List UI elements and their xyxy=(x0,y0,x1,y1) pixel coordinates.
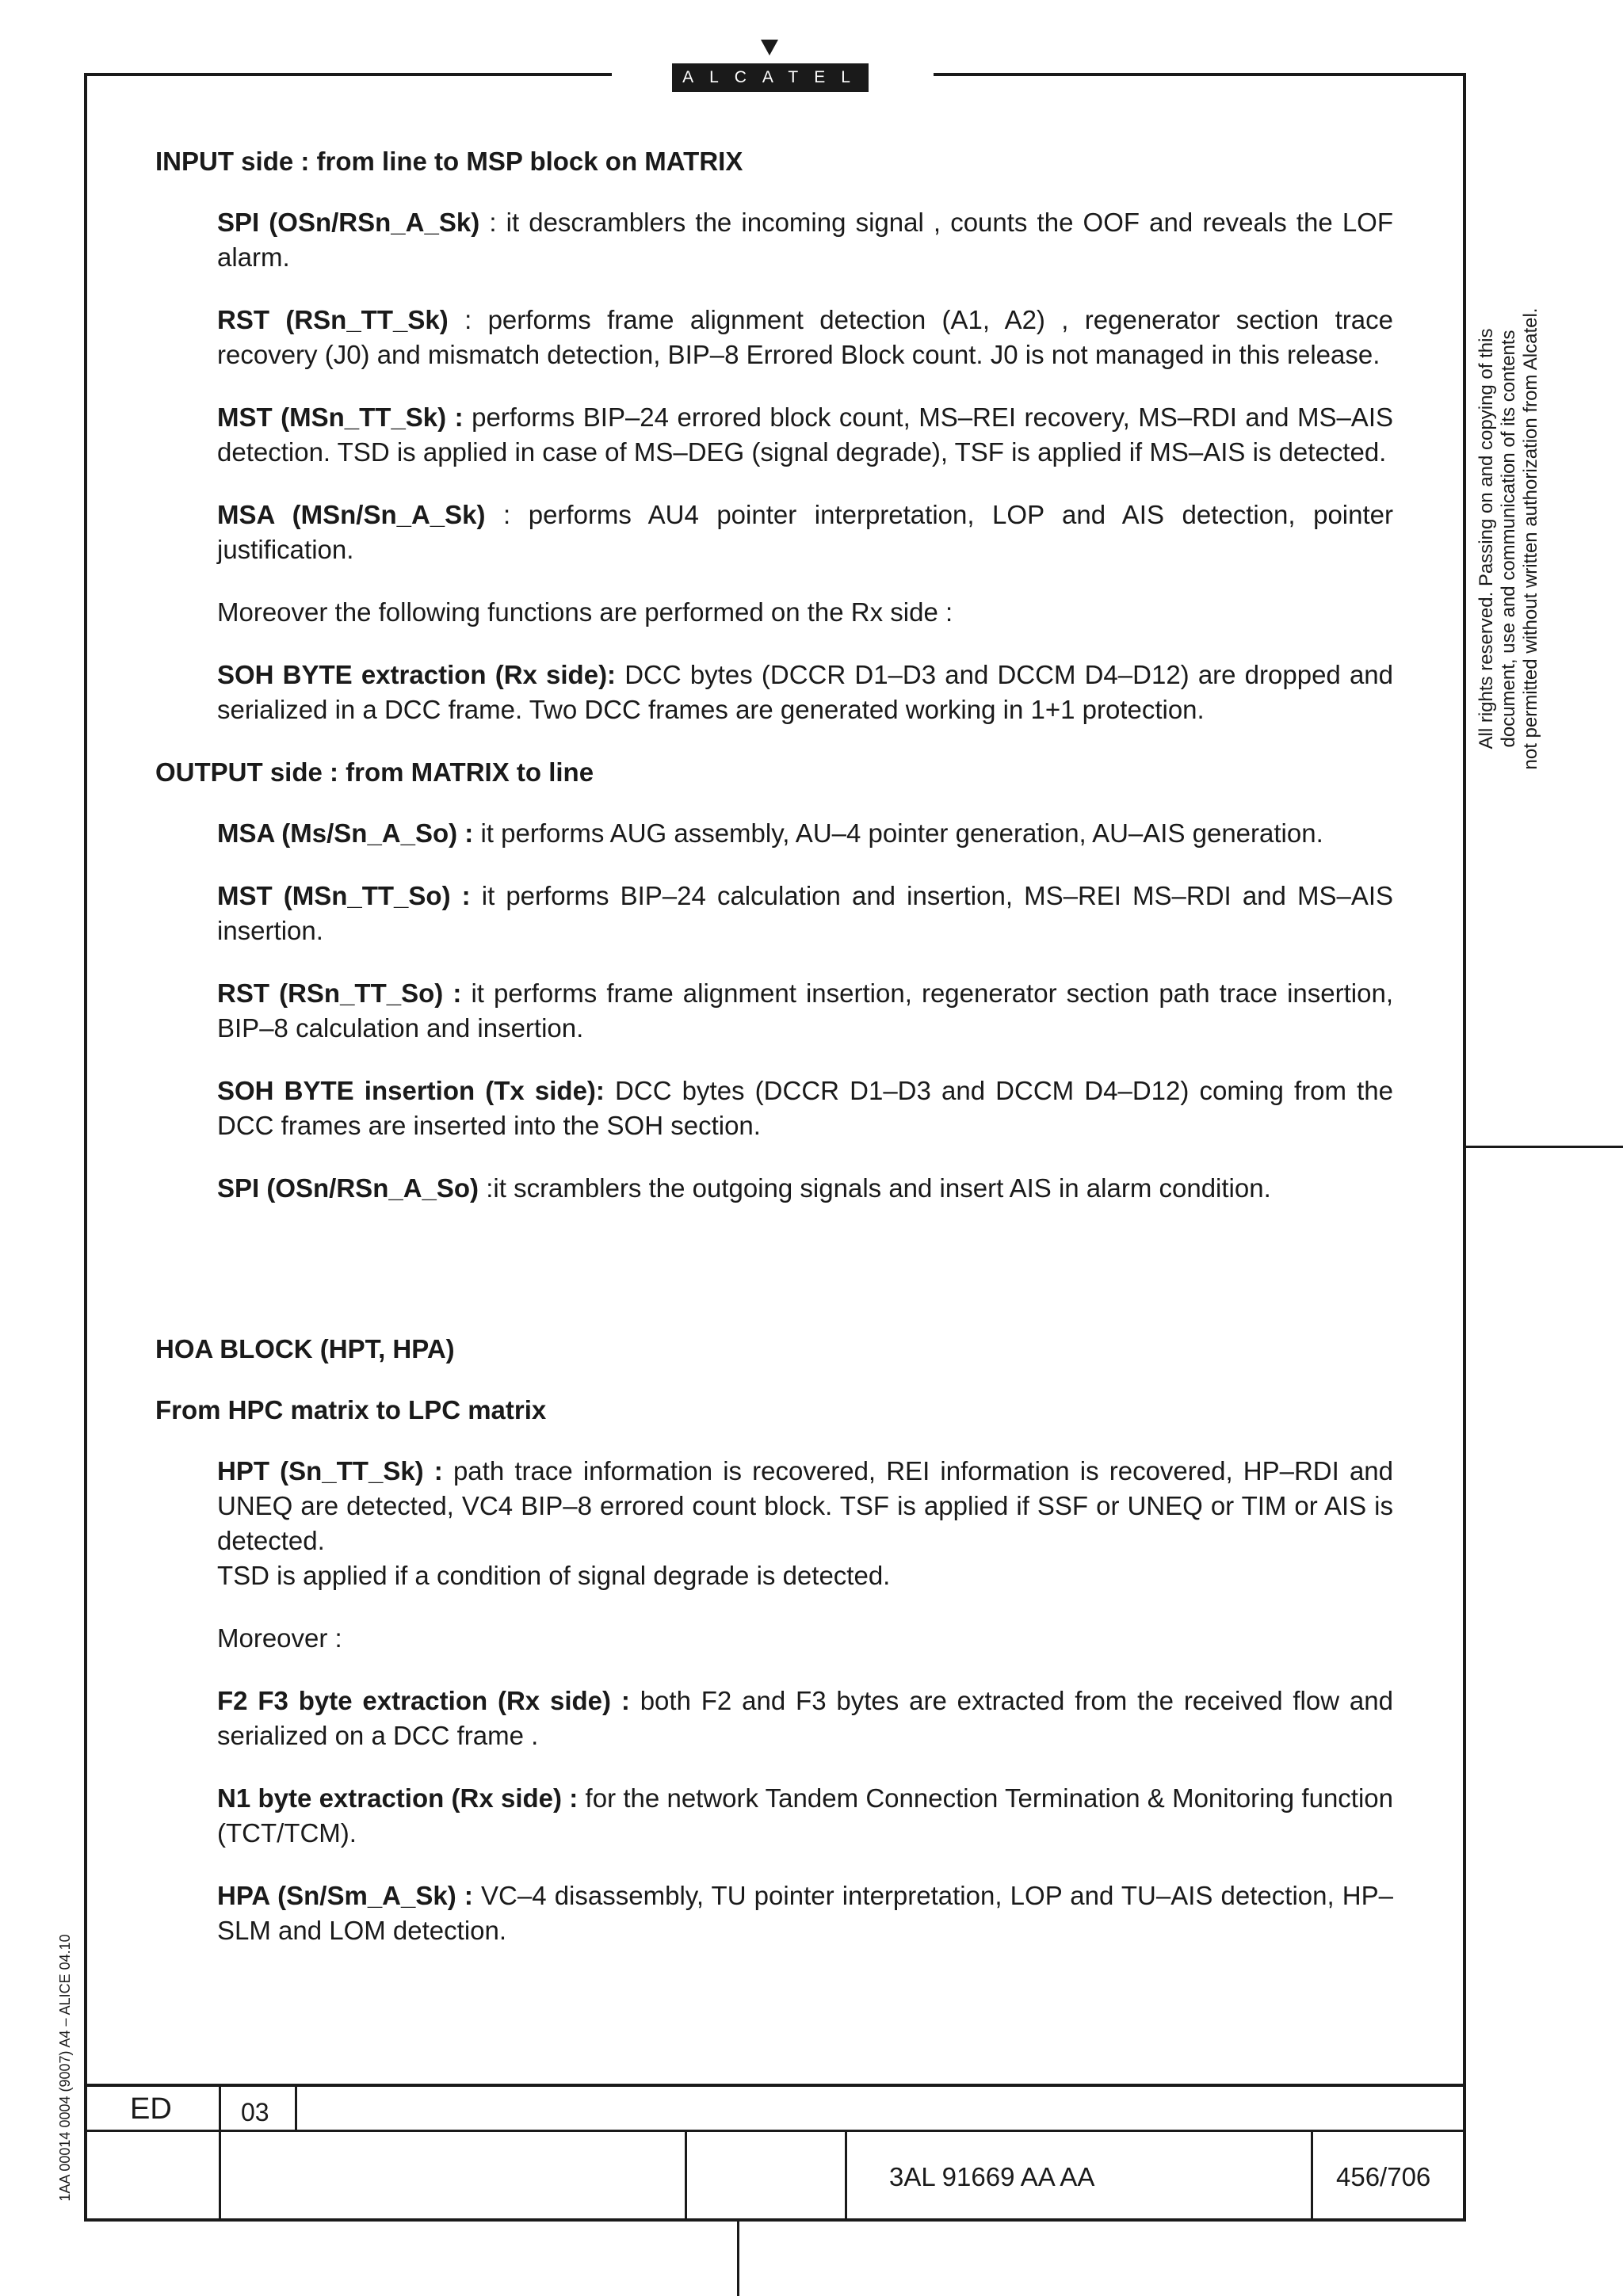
paragraph xyxy=(217,303,1393,372)
input-items xyxy=(155,205,1393,727)
term: SOH BYTE insertion (Tx side): xyxy=(217,1076,605,1105)
title-block-divider-2 xyxy=(295,2084,297,2131)
term: SOH BYTE extraction (Rx side): xyxy=(217,660,617,689)
term: F2 F3 byte extraction (Rx side) : xyxy=(217,1686,630,1715)
paragraph xyxy=(217,1074,1393,1143)
description: : performs frame alignment detection (A1, A2) , regenerator section trace recovery (J0) and mismatch detection, BIP–8 Errored Block count. J0 is not managed in this release. xyxy=(217,305,1393,369)
hoa-items xyxy=(155,1621,1393,1948)
paragraph xyxy=(217,498,1393,567)
term: RST (RSn_TT_So) : xyxy=(217,978,462,1008)
title-block-divider-3 xyxy=(685,2131,687,2220)
title-block-divider-4 xyxy=(845,2131,847,2220)
description: it performs frame alignment insertion, regenerator section path trace insertion, BIP–8 calculation and insertion. xyxy=(217,978,1393,1043)
section-subheading-hoa: From HPC matrix to LPC matrix xyxy=(155,1395,547,1425)
term: HPA (Sn/Sm_A_Sk) : xyxy=(217,1881,473,1910)
spacer xyxy=(155,1234,1393,1332)
paragraph xyxy=(217,879,1393,948)
document-number: 3AL 91669 AA AA xyxy=(889,2162,1095,2191)
ed-value: 03 xyxy=(241,2098,269,2126)
description: it performs AUG assembly, AU–4 pointer generation, AU–AIS generation. xyxy=(473,818,1323,848)
paragraph xyxy=(217,1781,1393,1851)
paragraph xyxy=(217,1878,1393,1948)
bottom-stem-line xyxy=(737,2222,739,2296)
ed-label: ED xyxy=(130,2092,172,2126)
description: :it scramblers the outgoing signals and insert AIS in alarm condition. xyxy=(479,1173,1271,1203)
term: SPI (OSn/RSn_A_So) xyxy=(217,1173,479,1203)
title-block-divider-1 xyxy=(219,2084,221,2220)
paragraph-hpt xyxy=(217,1454,1393,1593)
term-hpt: HPT (Sn_TT_Sk) : xyxy=(217,1456,443,1486)
text-hpt-line2: TSD is applied if a condition of signal degrade is detected. xyxy=(217,1561,891,1590)
frame-bottom-border xyxy=(84,2218,1466,2222)
description: performs BIP–24 errored block count, MS–REI recovery, MS–RDI and MS–AIS detection. TSD is applied in case of MS–DEG (signal degrade), TSF is applied if MS–AIS is detected. xyxy=(217,402,1393,467)
logo-text: ALCATEL xyxy=(672,63,869,92)
section-heading-input: INPUT side : from line to MSP block on MATRIX xyxy=(155,147,743,176)
paragraph xyxy=(217,658,1393,727)
title-block-mid-line xyxy=(84,2130,1466,2132)
paragraph xyxy=(217,1621,1393,1656)
margin-tick-mark xyxy=(1463,1146,1623,1148)
alcatel-logo xyxy=(672,40,869,93)
term: MSA (MSn/Sn_A_Sk) xyxy=(217,500,486,529)
paragraph xyxy=(217,816,1393,851)
description: Moreover the following functions are performed on the Rx side : xyxy=(217,597,953,627)
title-block-divider-5 xyxy=(1311,2131,1313,2220)
paragraph xyxy=(217,595,1393,630)
term: MSA (Ms/Sn_A_So) : xyxy=(217,818,474,848)
description: both F2 and F3 bytes are extracted from the received flow and serialized on a DCC frame . xyxy=(217,1686,1393,1750)
term: MST (MSn_TT_Sk) : xyxy=(217,402,464,432)
copyright-line-3: not permitted without written authorization from Alcatel. xyxy=(1520,307,1541,770)
description: : performs AU4 pointer interpretation, LOP and AIS detection, pointer justification. xyxy=(217,500,1394,564)
section-heading-output: OUTPUT side : from MATRIX to line xyxy=(155,757,594,787)
term: RST (RSn_TT_Sk) xyxy=(217,305,449,334)
description: : it descramblers the incoming signal , counts the OOF and reveals the LOF alarm. xyxy=(217,208,1393,272)
frame-left-border xyxy=(84,73,87,2222)
form-code xyxy=(55,1917,87,2218)
paragraph xyxy=(217,1684,1393,1753)
document-body xyxy=(155,144,1393,1976)
frame-top-left-border xyxy=(84,73,612,76)
paragraph xyxy=(217,1171,1393,1206)
description: VC–4 disassembly, TU pointer interpretation, LOP and TU–AIS detection, HP–SLM and LOM detection. xyxy=(217,1881,1393,1945)
description: DCC bytes (DCCR D1–D3 and DCCM D4–D12) are dropped and serialized in a DCC frame. Two DCC frames are generated working in 1+1 protection. xyxy=(217,660,1394,724)
output-items xyxy=(155,816,1393,1206)
description: Moreover : xyxy=(217,1623,342,1653)
term: MST (MSn_TT_So) : xyxy=(217,881,471,910)
section-heading-hoa: HOA BLOCK (HPT, HPA) xyxy=(155,1334,455,1363)
copyright-line-1: All rights reserved. Passing on and copying of this xyxy=(1476,328,1497,749)
copyright-line-2: document, use and communication of its contents xyxy=(1498,330,1519,748)
description: it performs BIP–24 calculation and insertion, MS–REI MS–RDI and MS–AIS insertion. xyxy=(217,881,1394,945)
term: N1 byte extraction (Rx side) : xyxy=(217,1783,579,1813)
logo-triangle-icon xyxy=(761,40,778,55)
page-number: 456/706 xyxy=(1336,2162,1431,2191)
text-hpt: path trace information is recovered, REI information is recovered, HP–RDI and UNEQ are detected, VC4 BIP–8 errored count block. TSF is applied if SSF or UNEQ or TIM or AIS is detected. xyxy=(217,1456,1394,1555)
paragraph xyxy=(217,976,1393,1046)
frame-top-right-border xyxy=(934,73,1466,76)
description: DCC bytes (DCCR D1–D3 and DCCM D4–D12) coming from the DCC frames are inserted into the SOH section. xyxy=(217,1076,1394,1140)
copyright-notice xyxy=(1476,269,1547,808)
term: SPI (OSn/RSn_A_Sk) xyxy=(217,208,480,237)
description: for the network Tandem Connection Termination & Monitoring function (TCT/TCM). xyxy=(217,1783,1394,1848)
form-code-text: 1AA 00014 0004 (9007) A4 – ALICE 04.10 xyxy=(57,1934,73,2202)
title-block-top-line xyxy=(84,2084,1466,2087)
paragraph xyxy=(217,400,1393,470)
paragraph xyxy=(217,205,1393,275)
